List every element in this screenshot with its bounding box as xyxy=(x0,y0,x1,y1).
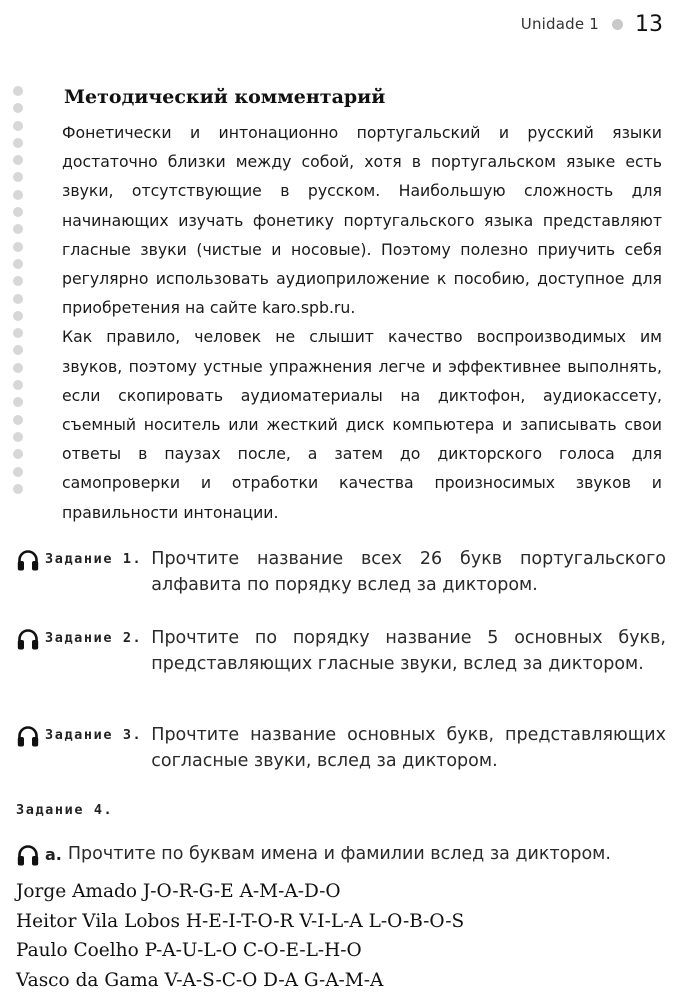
subtask-letter: а. xyxy=(45,845,62,864)
task-1 xyxy=(16,547,666,598)
task-text: Прочтите по порядку название 5 основных букв, представляющих гласные звуки, вслед за диктором. xyxy=(151,628,666,674)
task-4-subtask-a xyxy=(16,842,611,867)
task-3 xyxy=(16,723,666,774)
task-text: Прочтите название основных букв, представляющих согласные звуки, вслед за диктором. xyxy=(151,725,666,771)
task-text: Прочтите название всех 26 букв португальского алфавита по порядку вслед за диктором. xyxy=(151,549,666,595)
name-line: Jorge Amado J-O-R-G-E A-M-A-D-O xyxy=(16,881,341,902)
task-label: Задание 1. xyxy=(45,551,143,567)
page-number: 13 xyxy=(635,11,663,37)
unit-label: Unidade 1 xyxy=(520,15,599,33)
headphones-icon[interactable] xyxy=(16,843,40,867)
comment-paragraph: Фонетически и интонационно португальский и русский языки достаточно близки между собой, хотя в португальском языке есть звуки, отсутствующие в русском. Наибольшую сложность для начинающих изучать фонетику португальского языка представляют гласные звуки (чистые и носовые). Поэтому полезно приучить себя регулярно использовать аудиоприложение к пособию, доступное для приобретения на сайте karo.spb.ru. xyxy=(62,123,662,318)
task-label: Задание 2. xyxy=(45,630,143,646)
name-line: Vasco da Gama V-A-S-C-O D-A G-A-M-A xyxy=(16,969,384,991)
comment-title: Методический комментарий xyxy=(64,86,386,108)
methodical-comment xyxy=(62,85,662,527)
task-2 xyxy=(16,626,666,677)
headphones-icon[interactable] xyxy=(16,627,40,651)
margin-dots xyxy=(13,86,23,501)
name-line: Heitor Vila Lobos H-E-I-T-O-R V-I-L-A L-O-B-O-S xyxy=(16,910,465,932)
task-label: Задание 3. xyxy=(45,727,143,743)
headphones-icon[interactable] xyxy=(16,548,40,572)
header-dot xyxy=(612,19,623,30)
headphones-icon[interactable] xyxy=(16,724,40,748)
page-header xyxy=(521,8,663,40)
comment-paragraph: Как правило, человек не слышит качество воспроизводимых им звуков, поэтому устные упражнения легче и эффективнее выполнять, если скопировать аудиоматериалы на диктофон, аудиокассету, съемный носитель или жесткий диск компьютера и записывать свои ответы в паузах после, а затем до дикторского голоса для самопроверки и отработки качества произносимых звуков и правильности интонации. xyxy=(62,327,662,522)
task-4-label: Задание 4. xyxy=(16,802,114,818)
names-list xyxy=(16,877,464,995)
subtask-text: Прочтите по буквам имена и фамилии вслед за диктором. xyxy=(67,844,611,864)
name-line: Paulo Coelho P-A-U-L-O C-O-E-L-H-O xyxy=(16,940,362,961)
